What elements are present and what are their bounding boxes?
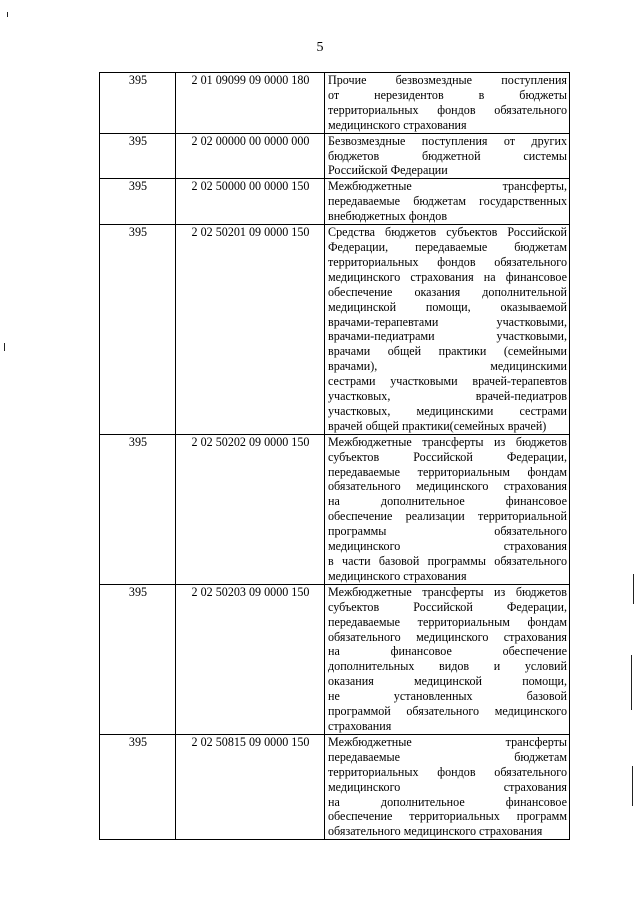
- admin-code-cell: 395: [100, 734, 176, 839]
- description-line: не установленных базовой: [328, 689, 567, 704]
- scan-artifact-right-1: [633, 574, 634, 604]
- description-line: передаваемые территориальным фондам: [328, 614, 567, 629]
- description-line: обязательного медицинского страхования: [328, 479, 567, 494]
- description-line: страхования: [328, 718, 392, 733]
- description-line: Межбюджетные трансферты из бюджетов: [328, 434, 567, 449]
- description-line: в части базовой программы обязательного: [328, 554, 567, 568]
- description-line: Прочие безвозмездные поступления: [328, 73, 567, 87]
- description-line: Межбюджетные трансферты,: [328, 179, 567, 194]
- description-line: Межбюджетные трансферты из бюджетов: [328, 584, 567, 599]
- scan-artifact-right-2: [631, 655, 632, 710]
- budget-code-cell: 2 02 00000 00 0000 000: [176, 133, 325, 179]
- table-row: [100, 179, 570, 225]
- description-line: медицинского страхования: [328, 117, 467, 132]
- description-line: Средства бюджетов субъектов Российской: [328, 225, 567, 240]
- description-line: врачами), медицинскими: [328, 359, 567, 374]
- description-cell: [325, 225, 570, 435]
- description-line: обеспечение территориальных программ: [328, 809, 567, 824]
- table-row: [100, 584, 570, 734]
- description-line: субъектов Российской Федерации,: [328, 449, 567, 464]
- description-line: врачами-терапевтами участковыми,: [328, 314, 567, 329]
- description-cell: [325, 133, 570, 179]
- budget-code-cell: 2 02 50000 00 0000 150: [176, 179, 325, 225]
- admin-code-cell: 395: [100, 225, 176, 435]
- description-line: территориальных фондов обязательного: [328, 764, 567, 779]
- description-line: Межбюджетные трансферты: [328, 734, 567, 749]
- description-line: медицинской помощи, оказываемой: [328, 299, 567, 314]
- admin-code-cell: 395: [100, 179, 176, 225]
- admin-code-cell: 395: [100, 584, 176, 734]
- budget-code-cell: 2 02 50201 09 0000 150: [176, 225, 325, 435]
- description-line: программой обязательного медицинского: [328, 704, 567, 719]
- description-line: участковых, медицинскими сестрами: [328, 403, 567, 418]
- budget-code-cell: 2 02 50815 09 0000 150: [176, 734, 325, 839]
- description-line: врачами-педиатрами участковыми,: [328, 329, 567, 344]
- description-line: субъектов Российской Федерации,: [328, 599, 567, 614]
- description-cell: [325, 179, 570, 225]
- description-line: на дополнительное финансовое: [328, 794, 567, 809]
- scan-artifact-left-mid: [4, 343, 5, 351]
- budget-code-cell: 2 02 50203 09 0000 150: [176, 584, 325, 734]
- budget-classification-table: [99, 72, 570, 840]
- description-line: от нерезидентов в бюджеты: [328, 87, 567, 102]
- table-row: [100, 73, 570, 134]
- description-line: бюджетов бюджетной системы: [328, 148, 567, 163]
- page-number: 5: [316, 40, 324, 55]
- budget-code-cell: 2 01 09099 09 0000 180: [176, 73, 325, 134]
- description-line: передаваемые бюджетам: [328, 749, 567, 764]
- scan-artifact-left: [7, 12, 8, 17]
- description-line: дополнительных видов и условий: [328, 659, 567, 674]
- admin-code-cell: 395: [100, 133, 176, 179]
- table-body: [100, 73, 570, 840]
- description-cell: [325, 434, 570, 584]
- description-line: врачей общей практики(семейных врачей): [328, 418, 547, 433]
- description-line: территориальных фондов обязательного: [328, 254, 567, 269]
- description-line: обязательного медицинского страхования: [328, 629, 567, 644]
- description-line: передаваемые бюджетам государственных: [328, 194, 567, 209]
- description-line: медицинского страхования: [328, 568, 467, 583]
- budget-code-cell: 2 02 50202 09 0000 150: [176, 434, 325, 584]
- description-line: обязательного медицинского страхования: [328, 824, 543, 839]
- description-line: Федерации, передаваемые бюджетам: [328, 239, 567, 254]
- table-row: [100, 225, 570, 435]
- description-cell: [325, 73, 570, 134]
- description-cell: [325, 734, 570, 839]
- description-cell: [325, 584, 570, 734]
- description-line: на финансовое обеспечение: [328, 644, 567, 659]
- scan-artifact-right-3: [632, 766, 633, 806]
- table-row: [100, 133, 570, 179]
- description-line: медицинского страхования на финансовое: [328, 269, 567, 284]
- description-line: участковых, врачей-педиатров: [328, 389, 567, 404]
- description-line: передаваемые территориальным фондам: [328, 464, 567, 479]
- table-row: [100, 434, 570, 584]
- description-line: внебюджетных фондов: [328, 209, 448, 224]
- description-line: оказания медицинской помощи,: [328, 674, 567, 689]
- description-line: врачами общей практики (семейными: [328, 344, 567, 359]
- table-row: [100, 734, 570, 839]
- description-line: обеспечение оказания дополнительной: [328, 284, 567, 299]
- admin-code-cell: 395: [100, 434, 176, 584]
- description-line: Российской Федерации: [328, 163, 448, 178]
- description-line: территориальных фондов обязательного: [328, 102, 567, 117]
- description-line: на дополнительное финансовое: [328, 494, 567, 509]
- description-line: Безвозмездные поступления от других: [328, 133, 567, 148]
- admin-code-cell: 395: [100, 73, 176, 134]
- description-line: медицинского страхования: [328, 779, 567, 794]
- description-line: медицинского страхования: [328, 539, 567, 554]
- description-line: обеспечение реализации территориальной: [328, 509, 567, 524]
- description-line: сестрами участковыми врачей-терапевтов: [328, 374, 567, 389]
- description-line: программы обязательного: [328, 524, 567, 539]
